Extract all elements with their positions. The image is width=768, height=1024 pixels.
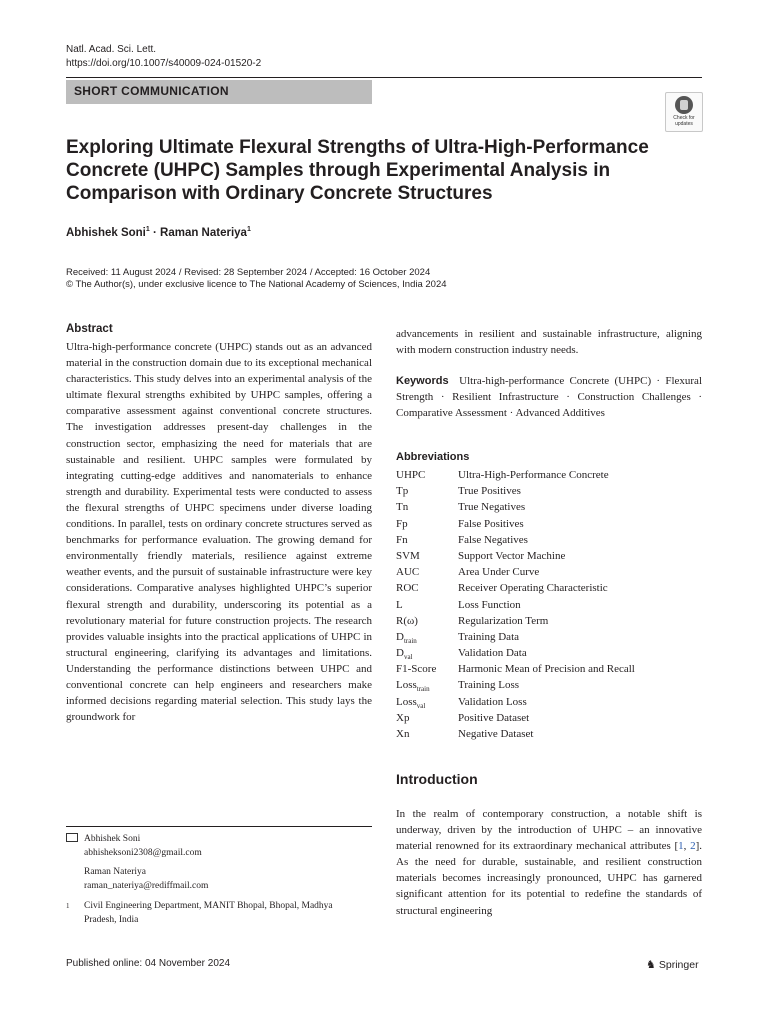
author-name[interactable]: Abhishek Soni [66, 226, 146, 239]
doi-link[interactable]: https://doi.org/10.1007/s40009-024-01520-2 [66, 58, 262, 69]
abbreviation-row [396, 467, 702, 483]
abbreviation-base: Loss [396, 679, 417, 692]
article-title: Exploring Ultimate Flexural Strengths of Ultra-High-Performance Concrete (UHPC) Samples through Experimental Analysis in Comparison with Ordinary Concrete Structures [66, 137, 649, 204]
abbreviation-definition: Area Under Curve [458, 566, 540, 579]
abbreviation-row [396, 548, 702, 564]
citation-link[interactable]: 2 [690, 840, 696, 853]
abbreviation-row [396, 694, 702, 710]
abbreviation-row [396, 613, 702, 629]
author-email[interactable]: abhisheksoni2308@gmail.com [84, 848, 202, 858]
journal-header [66, 43, 261, 71]
abbreviation-definition: Support Vector Machine [458, 549, 566, 562]
abbreviation-base: Xp [396, 711, 410, 724]
abbreviation-definition: Positive Dataset [458, 711, 530, 724]
abbreviation-term [396, 661, 458, 677]
section-banner [66, 80, 372, 104]
abbreviation-row [396, 726, 702, 742]
keywords-label: Keywords [396, 375, 449, 387]
abbreviation-term [396, 726, 458, 742]
abbreviation-definition: Training Data [458, 630, 520, 643]
abbreviation-definition: Receiver Operating Characteristic [458, 582, 608, 595]
abbreviation-term [396, 548, 458, 564]
abbreviation-term [396, 710, 458, 726]
abbreviation-row [396, 516, 702, 532]
abbreviation-row [396, 580, 702, 596]
abbreviation-row [396, 483, 702, 499]
published-online: Published online: 04 November 2024 [66, 958, 230, 969]
abbreviation-definition: Ultra-High-Performance Concrete [458, 469, 609, 481]
abbreviation-row [396, 661, 702, 677]
check-updates-icon [675, 96, 693, 114]
abbreviation-term [396, 467, 458, 483]
abbreviation-base: Tp [396, 485, 409, 498]
abbreviation-definition: True Negatives [458, 501, 526, 514]
publisher-name: Springer [658, 959, 699, 971]
abbreviation-base: Xn [396, 728, 410, 740]
abstract-heading: Abstract [66, 323, 113, 335]
keywords-text: Ultra-high-performance Concrete (UHPC) · Flexural Strength · Resilient Infrastructure · Construction Challenges · Comparative Assessment · Advanced Additives [396, 375, 702, 420]
abbreviation-base: UHPC [396, 469, 426, 481]
abbreviation-row [396, 710, 702, 726]
abbreviation-definition: Negative Dataset [458, 728, 534, 740]
footnotes [66, 832, 372, 927]
author-affiliation-marker: 1 [145, 226, 150, 233]
abstract-text: Ultra-high-performance concrete (UHPC) stands out as an advanced material in the construction domain due to its exceptional mechanical characteristics. This study delves into an experimental analysis of the ultimate flexural strengths exhibited by UHPC samples, offering a comparative assessment against conventional concrete structures. The investigation addresses present-day challenges in the construction sector, emphasizing the need for materials that are sustainable and resilient. UHPC samples were formulated by integrating cutting-edge additives and nanomaterials to enhance strength and durability. Experimental tests were conducted to assess the flexural strengths of UHPC specimens under diverse loading conditions. In parallel, tests on ordinary concrete structures served as benchmarks for performance evaluation. The growing demand for environmentally friendly materials, resilience against extreme weather events, and the pursuit of sustainable infrastructure were key considerations. Comparative analyses highlighted UHPC’s superior flexural strength and durability, underscoring its potential as a revolutionary material for future construction projects. The research provides valuable insights into the practical applications of UHPC in structural engineering, clarifying its advantages and limitations. Understanding the performance distinctions between UHPC and conventional concrete can help engineers and researchers make informed decisions regarding material selection. This study lays the groundwork for [66, 341, 372, 724]
abbreviation-base: ROC [396, 582, 419, 595]
intro-text-part: ]. As the need for durable, sustainable, and resilient construction materials becomes increasingly pronounced, UHPC has garnered significant attention for its potential to redefine the standards of structural engineering [396, 840, 703, 917]
keywords [396, 373, 702, 421]
springer-horse-icon: ♞ [646, 959, 656, 971]
abbreviation-row [396, 677, 702, 693]
author-name[interactable]: Raman Nateriya [160, 226, 247, 239]
corresponding-author [66, 832, 372, 846]
abstract-continued: advancements in resilient and sustainable infrastructure, aligning with modern construction industry needs. [396, 328, 702, 357]
affiliation-number: 1 [66, 902, 70, 910]
article-dates [66, 267, 447, 291]
abbreviation-row [396, 629, 702, 645]
abbreviation-definition: Validation Data [458, 647, 527, 660]
affiliation-text: Civil Engineering Department, MANIT Bhopal, Bhopal, Madhya Pradesh, India [84, 901, 333, 925]
author-affiliation-marker: 1 [246, 226, 251, 233]
abbreviation-row [396, 645, 702, 661]
abbreviation-term [396, 564, 458, 580]
abbreviation-term [396, 483, 458, 499]
abbreviation-term [396, 597, 458, 613]
author-list [66, 226, 251, 239]
abbreviations-heading: Abbreviations [396, 451, 470, 463]
date-history: Received: 11 August 2024 / Revised: 28 September 2024 / Accepted: 16 October 2024 [66, 267, 431, 278]
abbreviation-row [396, 499, 702, 515]
abbreviation-term [396, 613, 458, 629]
check-updates-label: Check for updates [673, 115, 695, 127]
introduction-text [396, 806, 702, 919]
abbreviation-row [396, 532, 702, 548]
abbreviation-definition: False Positives [458, 517, 524, 530]
abbreviation-definition: Regularization Term [458, 614, 549, 627]
abbreviation-definition: True Positives [458, 485, 521, 498]
abbreviation-subscript: train [416, 685, 430, 694]
author-email[interactable]: raman_nateriya@rediffmail.com [84, 881, 209, 891]
abbreviation-base: D [396, 630, 404, 643]
citation-link[interactable]: 1 [678, 840, 684, 853]
publisher-logo[interactable] [646, 958, 699, 971]
introduction-heading: Introduction [396, 771, 478, 787]
abbreviation-base: Fn [396, 533, 408, 546]
abbreviation-base: AUC [396, 566, 420, 579]
abbreviation-term [396, 532, 458, 548]
abbreviation-subscript: val [416, 701, 426, 710]
abbreviation-base: SVM [396, 549, 420, 562]
abbreviation-row [396, 597, 702, 613]
section-label: SHORT COMMUNICATION [74, 84, 229, 98]
abbreviation-base: Loss [396, 695, 417, 708]
abbreviation-base: Fp [396, 517, 408, 530]
citation-separator: , [683, 840, 691, 853]
copyright-line: © The Author(s), under exclusive licence to The National Academy of Sciences, India 2024 [66, 279, 447, 290]
author-separator: · [149, 226, 161, 239]
abbreviation-definition: False Negatives [458, 533, 528, 546]
check-for-updates-badge[interactable] [665, 92, 703, 132]
abbreviation-base: L [396, 598, 403, 611]
abbreviation-term [396, 516, 458, 532]
header-rule [66, 77, 702, 78]
abbreviation-definition: Validation Loss [458, 695, 527, 708]
abbreviation-base: R(ω) [396, 614, 418, 627]
abbreviation-term [396, 499, 458, 515]
intro-text-part: In the realm of contemporary construction, a notable shift is underway, driven by the introduction of UHPC – an innovative material renowned for its extraordinary mechanical attributes [ [396, 808, 702, 853]
affiliation [66, 899, 372, 927]
abbreviation-definition: Training Loss [458, 679, 520, 692]
footnote-author-name: Raman Nateriya [84, 867, 146, 877]
abbreviation-subscript: val [403, 653, 413, 662]
abbreviation-base: D [396, 647, 404, 660]
abbreviation-definition: Harmonic Mean of Precision and Recall [458, 663, 635, 676]
footnote-rule [66, 826, 372, 827]
abbreviations-list [396, 467, 702, 742]
abbreviation-term [396, 580, 458, 596]
envelope-icon [66, 833, 78, 842]
abbreviation-row [396, 564, 702, 580]
abbreviation-definition: Loss Function [458, 598, 521, 611]
journal-name: Natl. Acad. Sci. Lett. [66, 44, 157, 55]
footnote-author-name: Abhishek Soni [84, 834, 141, 844]
abbreviation-base: Tn [396, 501, 409, 514]
abbreviation-base: F1-Score [396, 663, 437, 676]
abbreviation-subscript: train [403, 637, 417, 646]
